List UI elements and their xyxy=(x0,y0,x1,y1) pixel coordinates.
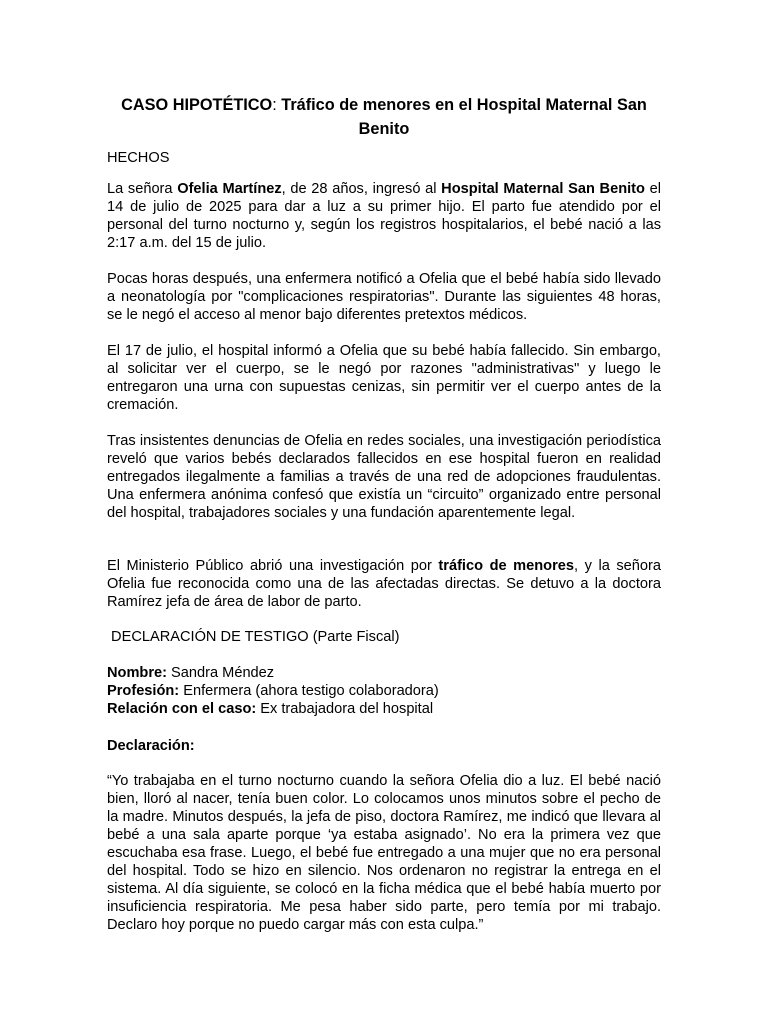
witness-relation-row xyxy=(107,700,661,718)
declaracion-label-text: Declaración: xyxy=(107,738,195,754)
witness-profession-row xyxy=(107,682,661,700)
witness-info xyxy=(107,664,661,718)
declaracion-heading: DECLARACIÓN DE TESTIGO (Parte Fiscal) xyxy=(107,629,400,645)
p1-text-c: , de 28 años, ingresó al xyxy=(281,181,442,197)
witness-profession-label: Profesión: xyxy=(107,683,180,699)
p1-bold-hospital: Hospital Maternal San Benito xyxy=(441,181,645,197)
p1-text-a: La señora xyxy=(107,181,178,197)
witness-name-label: Nombre: xyxy=(107,665,167,681)
witness-name: Sandra Méndez xyxy=(167,665,275,681)
witness-relation-label: Relación con el caso: xyxy=(107,701,257,717)
declaracion-label xyxy=(107,737,661,755)
p5-bold: tráfico de menores xyxy=(438,558,574,574)
title-rest: Tráfico de menores en el Hospital Maternal San Benito xyxy=(276,96,647,138)
witness-name-row xyxy=(107,664,661,682)
paragraph-facts-2: Pocas horas después, una enfermera notificó a Ofelia que el bebé había sido llevado a neonatología por "complicaciones respiratorias". Durante las siguientes 48 horas, se le negó el acceso al menor bajo diferentes pretextos médicos. xyxy=(107,271,661,323)
title-colon: : xyxy=(272,96,277,114)
witness-statement: “Yo trabajaba en el turno nocturno cuando la señora Ofelia dio a luz. El bebé nació bien, lloró al nacer, tenía buen color. Lo colocamos unos minutos sobre el pecho de la madre. Minutos después, la jefa de piso, doctora Ramírez, me indicó que llevara al bebé a una sala aparte porque ‘ya estaba asignado’. No era la primera vez que escuchaba esa frase. Luego, el bebé fue entregado a una mujer que no era personal del hospital. Todo se hizo en silencio. Nos ordenaron no registrar la entrega en el sistema. Al día siguiente, se colocó en la ficha médica que el bebé había muerto por insuficiencia respiratoria. Me pesa haber sido parte, pero temía por mi trabajo. Declaro hoy porque no puedo cargar más con esta culpa.” xyxy=(107,773,661,933)
p5-text-a: El Ministerio Público abrió una investigación por xyxy=(107,558,439,574)
paragraph-facts-4: Tras insistentes denuncias de Ofelia en redes sociales, una investigación periodística reveló que varios bebés declarados fallecidos en ese hospital fueron en realidad entregados ilegalmente a familias a través de una red de adopciones fraudulentas. Una enfermera anónima confesó que existía un “circuito” organizado entre personal del hospital, trabajadores sociales y una fundación aparentemente legal. xyxy=(107,433,661,521)
witness-relation: Ex trabajadora del hospital xyxy=(256,701,434,717)
paragraph-facts-3: El 17 de julio, el hospital informó a Ofelia que su bebé había fallecido. Sin embargo, al solicitar ver el cuerpo, se le negó por razones "administrativas" y luego le entregaron una urna con supuestas cenizas, sin permitir ver el cuerpo antes de la cremación. xyxy=(107,343,661,413)
paragraph-facts-1 xyxy=(107,180,661,252)
title-bold: CASO HIPOTÉTICO xyxy=(121,96,273,114)
p5-text-c: , y la señora Ofelia fue reconocida como una de las afectadas directas. Se detuvo a la doctora Ramírez jefa de área de labor de parto. xyxy=(107,558,661,610)
witness-profession: Enfermera (ahora testigo colaboradora) xyxy=(179,683,439,699)
p1-text-d: el 14 de julio de 2025 para dar a luz a su primer hijo. El parto fue atendido por el personal del turno nocturno y, según los registros hospitalarios, el bebé nació a las 2:17 a.m. del 15 de julio. xyxy=(107,181,661,251)
p1-bold-name: Ofelia Martínez xyxy=(177,181,282,197)
document-title xyxy=(104,93,664,141)
hechos-heading: HECHOS xyxy=(107,150,170,166)
paragraph-facts-5 xyxy=(107,557,661,611)
